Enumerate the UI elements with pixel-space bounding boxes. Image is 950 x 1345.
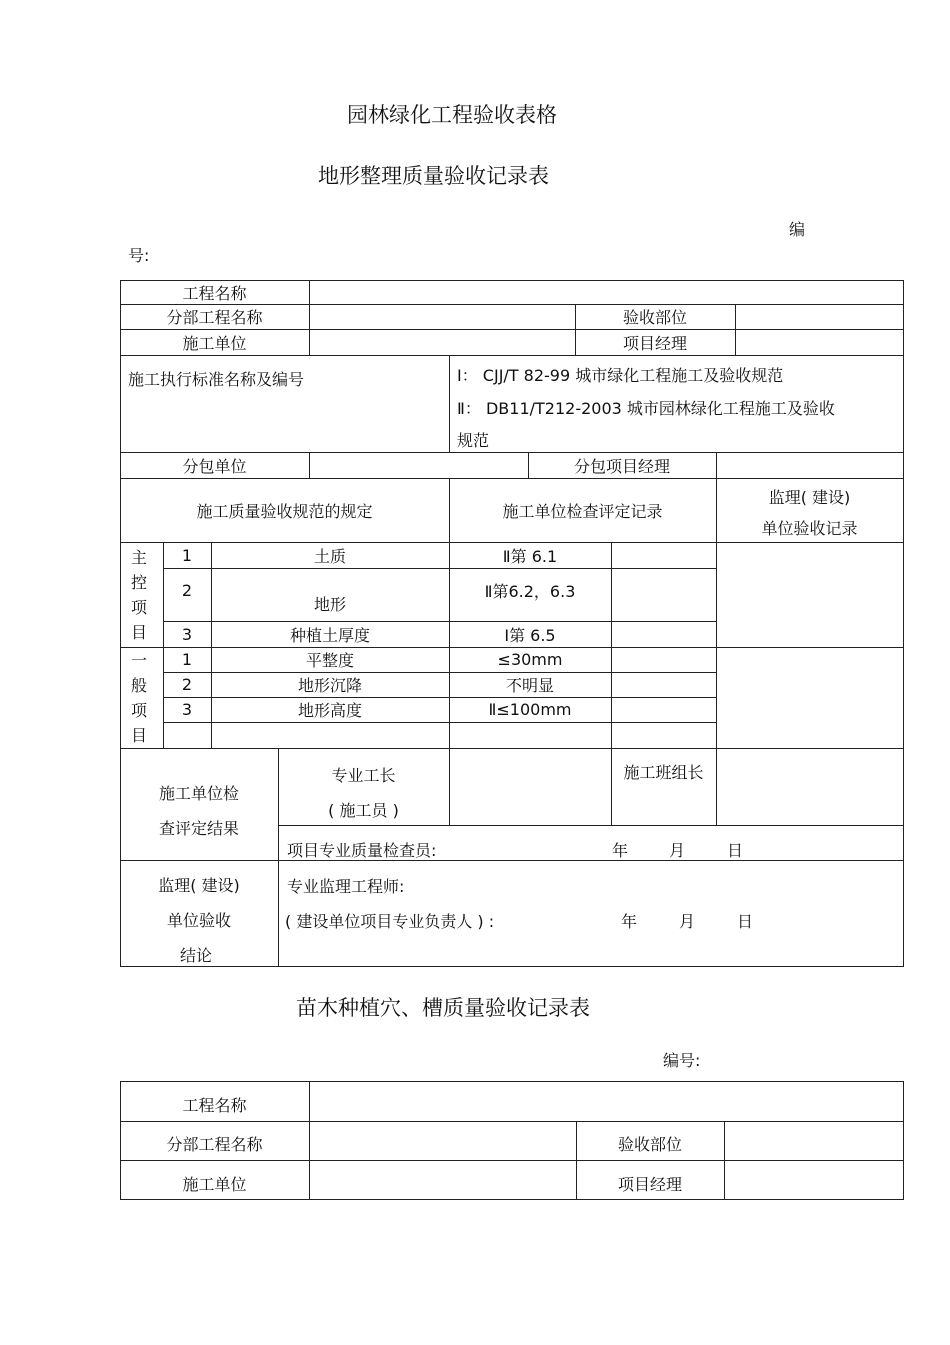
conclusion-label: 监理( 建设): [158, 875, 240, 895]
project-name-label: 工程名称: [182, 284, 247, 303]
form2-number-label: 编号:: [663, 1051, 701, 1070]
general-item-name: 地形沉降: [297, 676, 362, 695]
supervisor-header-cont: 单位验收记录: [761, 518, 858, 538]
main-item-std: Ⅰ第 6.5: [504, 625, 556, 645]
general-item-no: 1: [181, 650, 193, 669]
form2-project-name-label: 工程名称: [182, 1096, 247, 1115]
date-month: 月: [669, 841, 686, 860]
general-item-no: 2: [181, 675, 193, 694]
conclusion-label-cont: 单位验收: [166, 910, 231, 930]
main-item-name: 地形: [313, 594, 346, 614]
form2-construction-unit-label: 施工单位: [182, 1175, 247, 1194]
check-header: 施工单位检查评定记录: [502, 501, 663, 521]
eval-label-cont: 查评定结果: [158, 818, 239, 838]
document-title: 园林绿化工程验收表格: [347, 103, 557, 127]
main-control-label: 主 控 项 目: [130, 548, 147, 642]
standard-label: 施工执行标准名称及编号: [128, 370, 305, 389]
conclusion-label-end: 结论: [179, 945, 212, 965]
main-item-std: Ⅱ第 6.1: [502, 546, 558, 566]
main-item-no: 3: [181, 624, 193, 644]
project-manager-label: 项目经理: [622, 333, 687, 353]
main-item-std: Ⅱ第6.2，6.3: [484, 581, 576, 601]
spec-header: 施工质量验收规范的规定: [196, 501, 373, 521]
main-item-name: 土质: [313, 546, 346, 566]
date-month: 月: [679, 912, 696, 931]
form2-title: 苗木种植穴、槽质量验收记录表: [296, 996, 590, 1020]
form1-number-label-cont: 号:: [128, 246, 150, 265]
date-year: 年: [612, 841, 629, 860]
standard-2: Ⅱ： DB11/T212-2003 城市园林绿化工程施工及验收: [457, 399, 835, 418]
supervisor-header: 监理( 建设): [768, 487, 851, 507]
foreman-label-cont: ( 施工员 ): [328, 800, 399, 820]
general-item-std: Ⅱ≤100mm: [488, 700, 572, 719]
general-item-std: 不明显: [505, 676, 554, 695]
standard-2-cont: 规范: [457, 431, 490, 450]
form1-number-label: 编: [789, 220, 806, 239]
date-year: 年: [621, 912, 638, 931]
general-item-std: ≤30mm: [497, 650, 563, 669]
date-day: 日: [737, 912, 754, 931]
supervisor-engineer-label: 专业监理工程师:: [287, 877, 405, 896]
main-item-no: 1: [181, 545, 193, 565]
main-item-no: 2: [181, 580, 193, 600]
qc-inspector-label: 项目专业质量检查员:: [287, 841, 437, 860]
acceptance-part-label: 验收部位: [622, 308, 687, 327]
sub-project-manager-label: 分包项目经理: [573, 456, 670, 476]
construction-unit-label: 施工单位: [182, 333, 247, 353]
general-items-label: 一 般 项 目: [130, 651, 147, 745]
form2-project-manager-label: 项目经理: [617, 1175, 682, 1194]
eval-label: 施工单位检: [158, 783, 239, 803]
general-item-name: 地形高度: [297, 701, 362, 720]
main-item-name: 种植土厚度: [289, 625, 370, 645]
form2-acceptance-part-label: 验收部位: [617, 1135, 682, 1154]
general-item-name: 平整度: [305, 651, 354, 670]
standard-1: Ⅰ： CJJ/T 82-99 城市绿化工程施工及验收规范: [457, 366, 784, 385]
form1-title: 地形整理质量验收记录表: [318, 164, 549, 188]
foreman-label: 专业工长: [331, 765, 396, 785]
date-day: 日: [727, 841, 744, 860]
owner-rep-label: ( 建设单位项目专业负责人 ) :: [285, 912, 495, 931]
general-item-no: 3: [181, 700, 193, 719]
sub-project-name-label: 分部工程名称: [166, 308, 263, 327]
team-leader-label: 施工班组长: [623, 762, 704, 782]
form2-sub-project-name-label: 分部工程名称: [166, 1135, 263, 1154]
sub-contractor-label: 分包单位: [182, 456, 247, 476]
